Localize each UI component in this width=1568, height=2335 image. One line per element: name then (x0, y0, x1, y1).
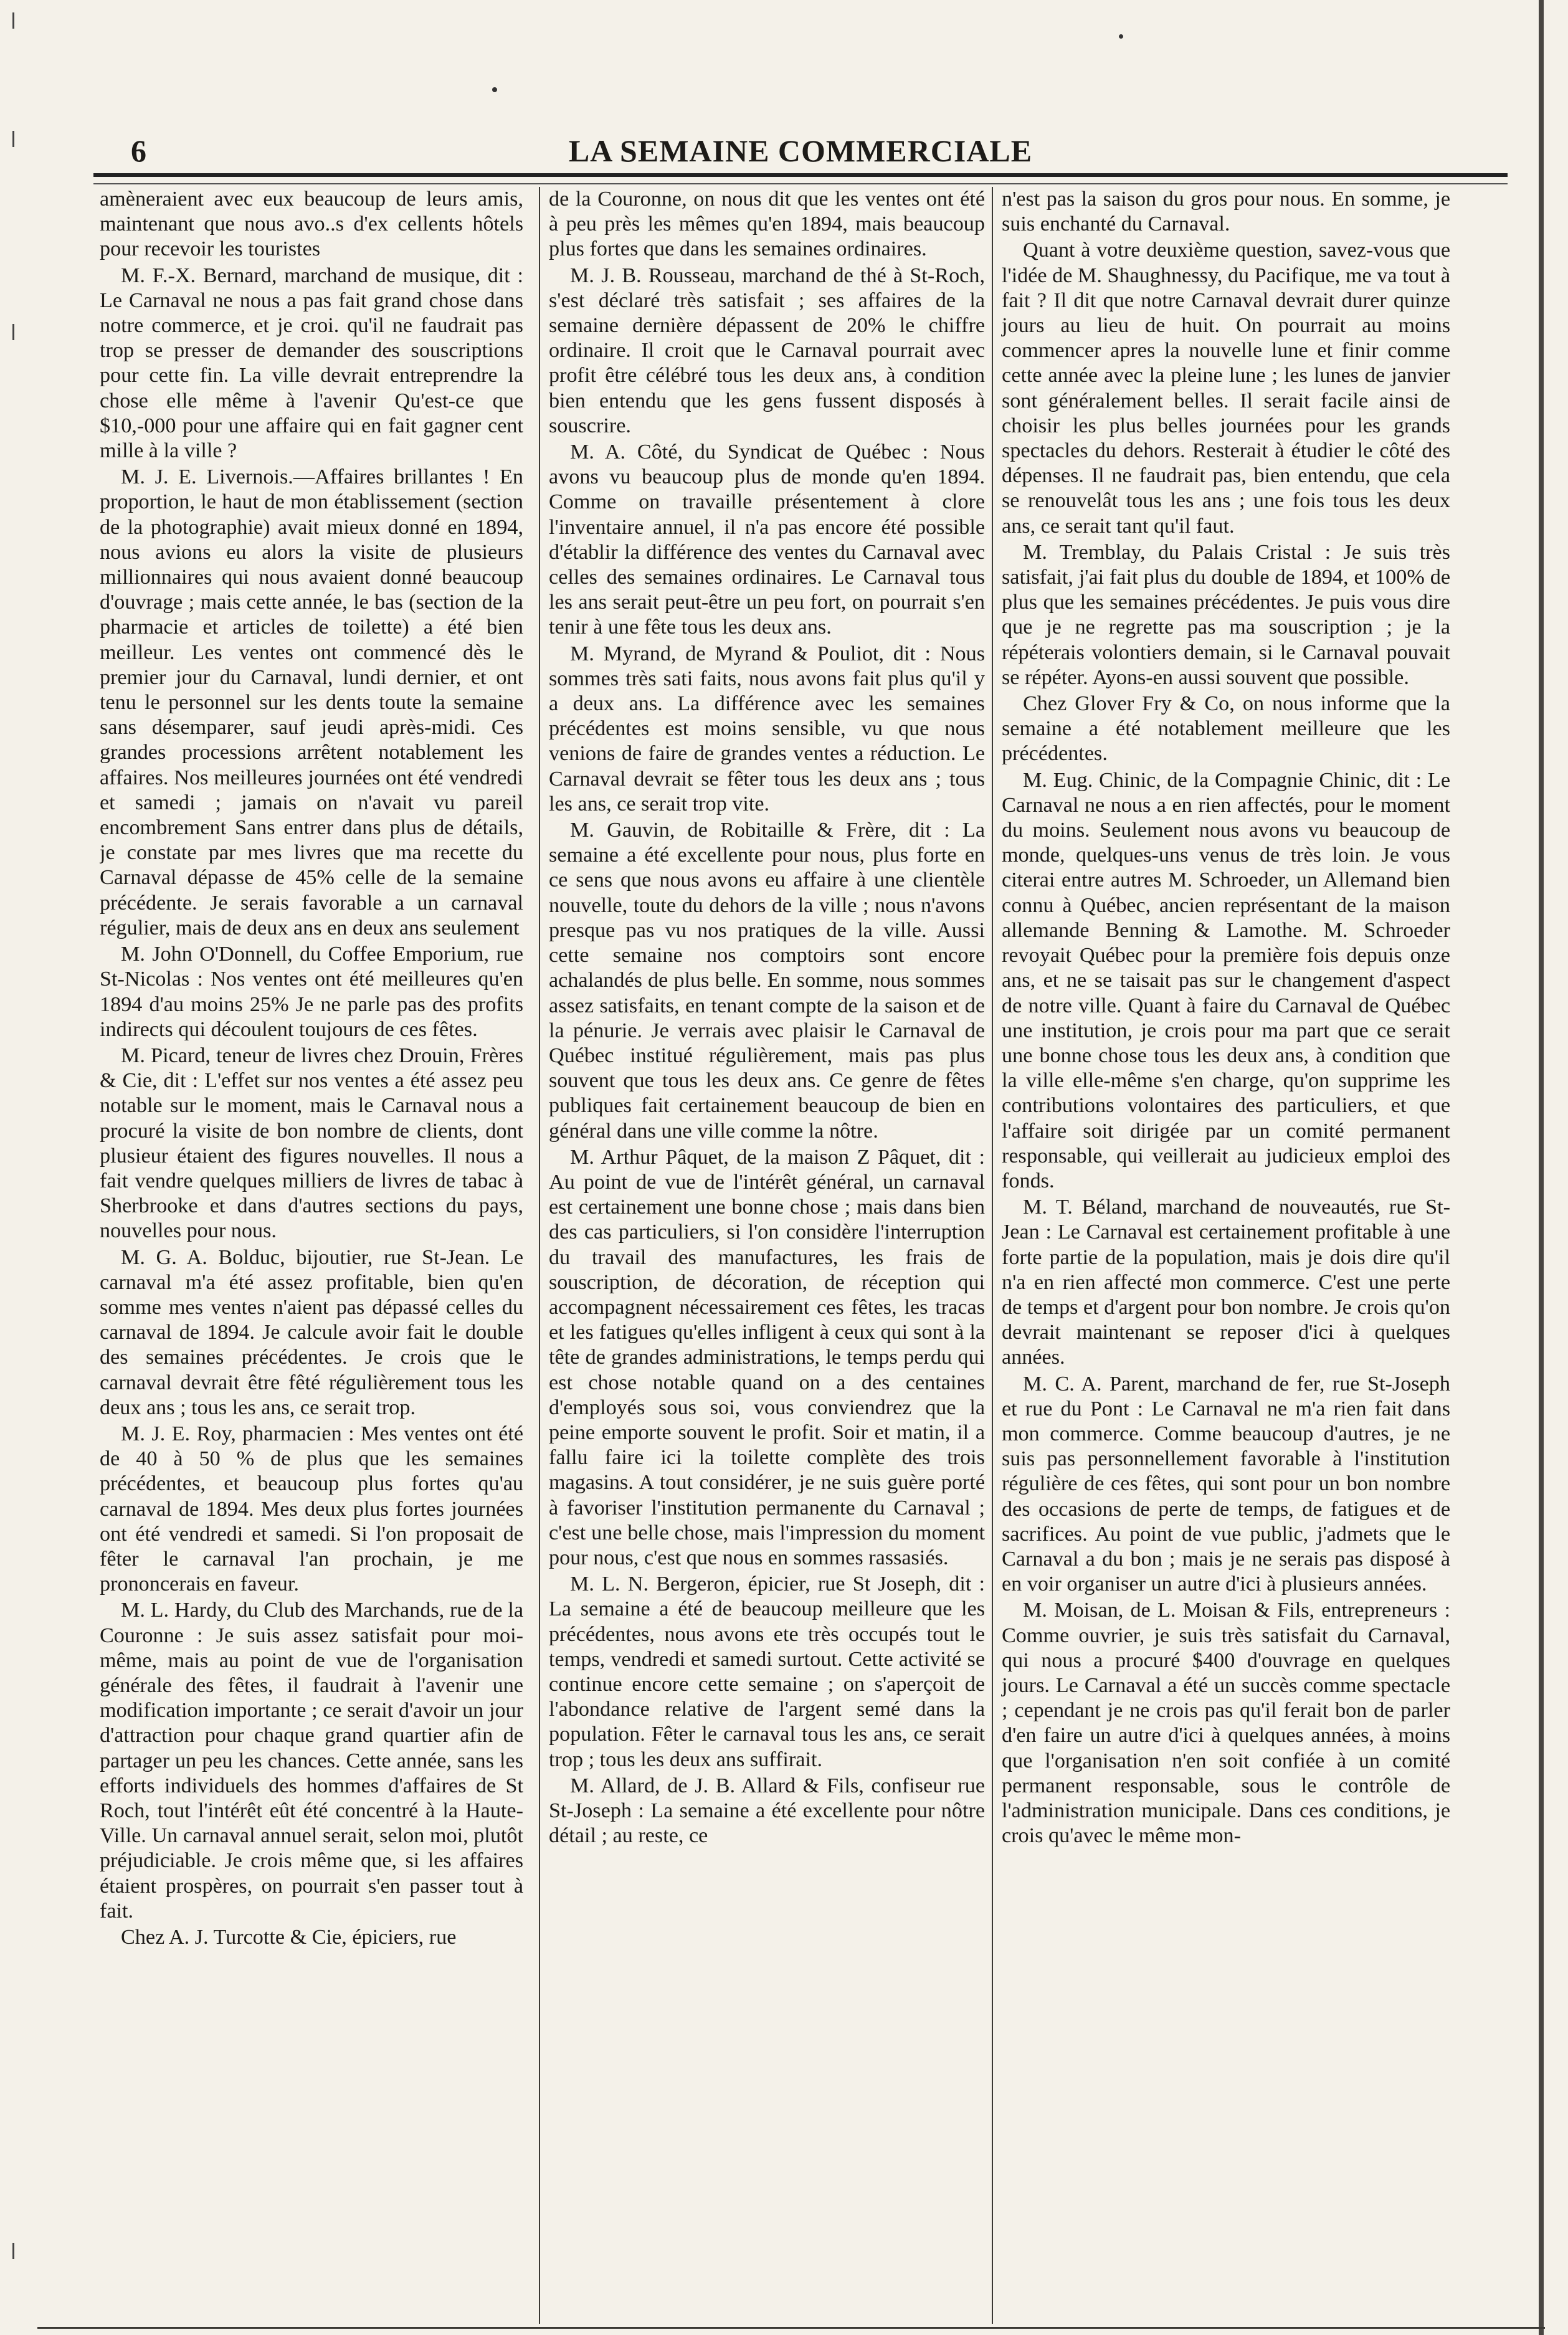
page-number: 6 (131, 133, 146, 168)
paragraph: M. J. E. Livernois.—Affaires brillantes ! En proportion, le haut de mon établissement (section de la photographie) avait mieux donné en 1894, nous avions eu alors la visite de plusieurs millionnaires qui nous avaient donné beaucoup d'ouvrage ; mais cette année, le bas (section de la pharmacie et articles de toilette) a été bien meilleur. Les ventes ont commencé dès le premier jour du Carnaval, lundi dernier, et ont tenu le personnel sur les dents toute la semaine sans désemparer, sauf jeudi après-midi. Ces grandes processions arrêtent notablement les affaires. Nos meilleures journées ont été vendredi et samedi ; jamais on n'avait vu pareil encombrement Sans entrer dans plus de détails, je constate par mes livres que ma recette du Carnaval dépasse de 45% celle de la semaine précédente. Je serais favorable a un carnaval régulier, mais de deux ans en deux ans seulement (100, 465, 523, 939)
paragraph: M. G. A. Bolduc, bijoutier, rue St-Jean. Le carnaval m'a été assez profitable, bien qu'en somme mes ventes n'aient pas dépassé celles du carnaval de 1894. Je calcule avoir fait le double des semaines précédentes. Je crois que le carnaval devrait être fêté régulièrement tous les deux ans ; tous les ans, ce serait trop. (100, 1245, 523, 1419)
header-rule (93, 173, 1508, 184)
paragraph: n'est pas la saison du gros pour nous. En somme, je suis enchanté du Carnaval. (1002, 188, 1450, 236)
paragraph: M. J. B. Rousseau, marchand de thé à St-Roch, s'est déclaré très satisfait ; ses affaires de la semaine dernière dépassent de 20% le chiffre ordinaire. Il croit que le Carnaval pourrait avec profit être célébré tous les deux ans, à condition bien entendu que les gens fussent disposés à souscrire. (549, 264, 985, 437)
paragraph: M. Picard, teneur de livres chez Drouin, Frères & Cie, dit : L'effet sur nos ventes a été assez peu notable sur le moment, mais le Carnaval nous a procuré la visite de bon nombre de clients, dont plusieur étaient des figures nouvelles. Il nous a fait vendre quelques milliers de livres de tabac à Sherbrooke et dans d'autres sections du pays, nouvelles pour nous. (100, 1044, 523, 1243)
text-column-2 (539, 187, 985, 2324)
ink-speck (1119, 34, 1123, 39)
page-header (93, 121, 1508, 178)
footer-rule (37, 2327, 1545, 2329)
paragraph: Chez A. J. Turcotte & Cie, épiciers, rue (121, 1926, 457, 1949)
paragraph: M. Arthur Pâquet, de la maison Z Pâquet, dit : Au point de vue de l'intérêt général, un carnaval est certainement une bonne chose ; mais dans bien des cas particuliers, si l'on considère l'interruption du travail des manufactures, les frais de souscription, de décoration, de réception qui accompagnent nécessairement ces fêtes, les tracas et les fatigues qu'elles infligent à ceux qui sont à la tête de grandes administrations, le temps perdu qui est chose notable quand on a des centaines d'employés sous soi, vous conviendrez que la peine emporte souvent le profit. Soir et matin, il a fallu faire ici la toilette complète des trois magasins. A tout considérer, je ne suis guère porté à favoriser l'institution permanente du Carnaval ; c'est une belle chose, mais l'impression du moment pour nous, c'est que nous en sommes rassasiés. (549, 1145, 985, 1569)
margin-mark (12, 12, 14, 29)
margin-mark (12, 131, 14, 147)
ink-speck (492, 87, 497, 92)
margin-mark (12, 324, 14, 340)
paragraph: M. L. Hardy, du Club des Marchands, rue de la Couronne : Je suis assez satisfait pour moi-même, mais au point de vue de l'organisation générale des fêtes, il faudrait à l'avenir une modification importante ; ce serait d'avoir un jour d'attraction pour chaque grand quartier afin de partager un peu les chances. Cette année, sans les efforts individuels des hommes d'affaires de St Roch, tout l'intérêt eût été concentré à la Haute-Ville. Un carnaval annuel serait, selon moi, plutôt préjudiciable. Je crois même que, si les affaires étaient prospères, on pourrait s'en passer tout à fait. (100, 1599, 523, 1923)
paragraph: M. C. A. Parent, marchand de fer, rue St-Joseph et rue du Pont : Le Carnaval ne m'a rien fait dans mon commerce. Comme beaucoup d'autres, je ne suis pas personnellement favorable à l'institution régulière de ces fêtes, qui sont pour un bon nombre des occasions de perte de temps, de fatigues et de sacrifices. Au point de vue public, j'admets que le Carnaval a du bon ; mais je ne serais pas disposé à en voir organiser un autre d'ici à plusieurs années. (1002, 1372, 1450, 1596)
margin-mark (12, 2243, 14, 2259)
paragraph: M. Allard, de J. B. Allard & Fils, confiseur rue St-Joseph : La semaine a été excellente pour nôtre détail ; au reste, ce (549, 1774, 985, 1848)
paragraph: amèneraient avec eux beaucoup de leurs amis, maintenant que nous avo..s d'ex cellents hôtels pour recevoir les touristes (100, 188, 523, 261)
paragraph: M. John O'Donnell, du Coffee Emporium, rue St-Nicolas : Nos ventes ont été meilleures qu'en 1894 d'au moins 25% Je ne parle pas des profits indirects qui découlent toujours de ces fêtes. (100, 943, 523, 1041)
paragraph: M. Eug. Chinic, de la Compagnie Chinic, dit : Le Carnaval ne nous a en rien affectés, pour le moment du moins. Seulement nous avons vu beaucoup de monde, quelques-uns venus de très loin. Je vous citerai entre autres M. Schroeder, un Allemand bien connu à Québec, ancien représentant de la maison allemande Benning & Lamothe. M. Schroeder revoyait Québec pour la première fois depuis onze ans, et ne se taisait pas sur le changement d'aspect de notre ville. Quant à faire du Carnaval de Québec une institution, je crois pour ma part que ce serait une bonne chose tous les deux ans, à condition que la ville elle-même s'en charge, qu'on supprime les contributions volontaires des particuliers, et que l'affaire soit dirigée par un comité permanent responsable, qui veillerait au judicieux emploi des fonds. (1002, 768, 1450, 1192)
paragraph: M. Gauvin, de Robitaille & Frère, dit : La semaine a été excellente pour nous, plus forte en ce sens que nous avons eu affaire à une clientèle nouvelle, toute du dehors de la ville ; nous n'avons presque pas vu nos pratiques de la ville. Aussi cette semaine nos comptoirs sont encore achalandés de plus belle. En somme, nous sommes assez satisfaits, en tenant compte de la saison et de la pénurie. Je verrais avec plaisir le Carnaval de Québec institué régulièrement, mais pas plus souvent que tous les deux ans. Ce genre de fêtes publiques fait certainement beaucoup de bien en général dans une ville comme la nôtre. (549, 819, 985, 1143)
paragraph: M. T. Béland, marchand de nouveautés, rue St-Jean : Le Carnaval est certainement profitable à une forte partie de la population, mais je dois dire qu'il n'a en rien affecté mon commerce. C'est une perte de temps et d'argent pour bon nombre. Je crois qu'on devrait maintenant se reposer d'ici à quelques années. (1002, 1196, 1450, 1369)
paragraph: de la Couronne, on nous dit que les ventes ont été à peu près les mêmes qu'en 1894, mais beaucoup plus fortes que dans les semaines ordinaires. (549, 188, 985, 261)
paragraph: Quant à votre deuxième question, savez-vous que l'idée de M. Shaughnessy, du Pacifique, me va tout à fait ? Il dit que notre Carnaval devrait durer quinze jours au lieu de huit. On pourrait au moins commencer apres la nouvelle lune et finir comme cette année avec la pleine lune ; les lunes de janvier sont généralement belles. Il serait facile ainsi de choisir les plus belles journées pour les grands spectacles du dehors. Resterait à étudier le côté des dépenses. Il ne faudrait pas, bien entendu, que cela se renouvelât tous les ans ; une fois tous les deux ans, ce serait tant qu'il faut. (1002, 239, 1450, 538)
journal-title: LA SEMAINE COMMERCIALE (568, 133, 1033, 168)
text-column-3 (992, 187, 1450, 2324)
text-column-1 (100, 187, 523, 2324)
paragraph: M. J. E. Roy, pharmacien : Mes ventes ont été de 40 à 50 % de plus que les semaines précédentes, et beaucoup plus fortes qu'au carnaval de 1894. Mes deux plus fortes journées ont été vendredi et samedi. Si l'on proposait de fêter le carnaval l'an prochain, je me prononcerais en faveur. (100, 1422, 523, 1596)
paragraph: Chez Glover Fry & Co, on nous informe que la semaine a été notablement meilleure que les précédentes. (1002, 692, 1450, 766)
paragraph: M. Myrand, de Myrand & Pouliot, dit : Nous sommes très sati faits, nous avons fait plus qu'il y a deux ans. La différence avec les semaines précédentes est moins sensible, vu que nous venions de faire de grandes ventes a réduction. Le Carnaval devrait se fêter tous les deux ans ; tous les ans, ce serait trop vite. (549, 642, 985, 816)
paragraph: M. Tremblay, du Palais Cristal : Je suis très satisfait, j'ai fait plus du double de 1894, et 100% de plus que les semaines précédentes. Je puis vous dire que je ne regrette pas ma souscription ; je la répéterais volontiers demain, si le Carnaval pouvait se répéter. Ayons-en aussi souvent que possible. (1002, 540, 1450, 689)
scan-edge-shadow (1539, 0, 1544, 2335)
paragraph: M. Moisan, de L. Moisan & Fils, entrepreneurs : Comme ouvrier, je suis très satisfait du Carnaval, qui nous a procuré $400 d'ouvrage en quelques jours. Le Carnaval a été un succès comme spectacle ; cependant je ne crois pas qu'il ferait bon de parler d'en faire un autre d'ici à quelques années, à moins que l'organisation n'en soit confiée à un comité permanent responsable, sous le contrôle de l'administration municipale. Dans ces conditions, je crois qu'avec le même mon- (1002, 1599, 1450, 1848)
paragraph: M. L. N. Bergeron, épicier, rue St Joseph, dit : La semaine a été de beaucoup meilleure que les précédentes, nous avons ete très occupés tout le temps, vendredi et samedi surtout. Cette activité se continue encore cette semaine ; on s'aperçoit de l'abondance relative de l'argent semé dans la population. Fêter le carnaval tous les ans, ce serait trop ; tous les deux ans suffirait. (549, 1572, 985, 1771)
paragraph: M. F.-X. Bernard, marchand de musique, dit : Le Carnaval ne nous a pas fait grand chose dans notre commerce, et je croi. qu'il ne faudrait pas trop se presser de demander des souscriptions pour cette fin. La ville devrait entreprendre la chose elle même à l'avenir Qu'est-ce que $10,-000 pour une affaire qui en fait gagner cent mille à la ville ? (100, 264, 523, 463)
paragraph: M. A. Côté, du Syndicat de Québec : Nous avons vu beaucoup plus de monde qu'en 1894. Comme on travaille présentement à clore l'inventaire annuel, il n'a pas encore été possible d'établir la différence des ventes du Carnaval avec celles des semaines ordinaires. Le Carnaval tous les ans serait peut-être un peu fort, on pourrait s'en tenir à une fête tous les deux ans. (549, 440, 985, 639)
